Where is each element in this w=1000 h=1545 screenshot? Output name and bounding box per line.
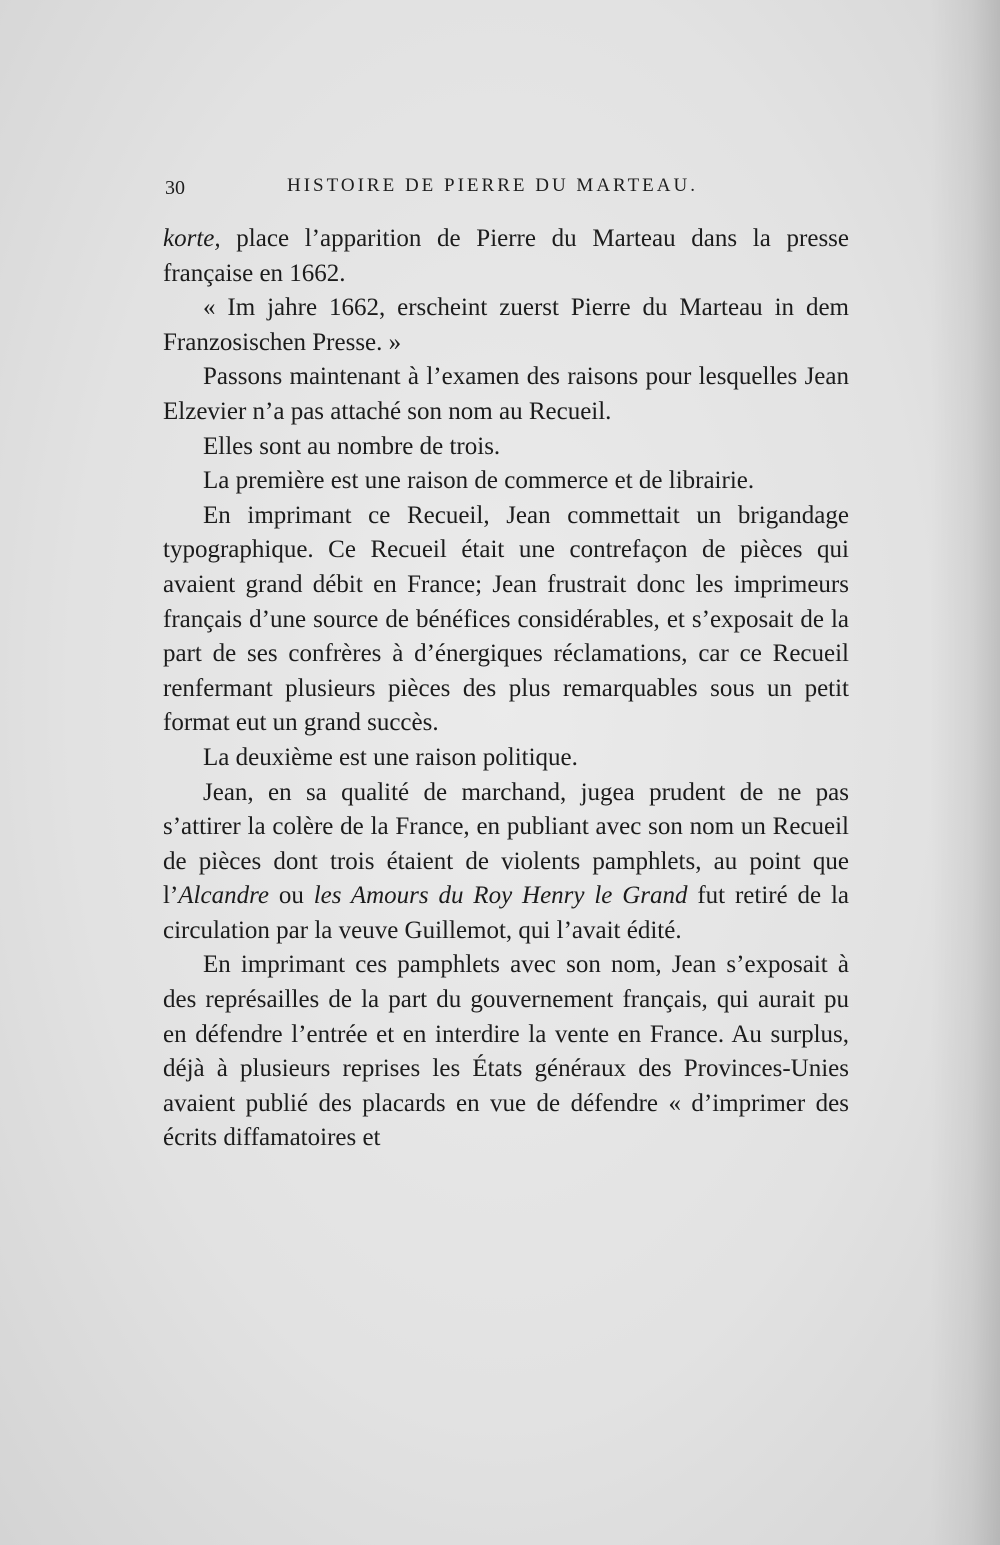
page-number: 30 [165,177,185,199]
paragraph-5: La première est une raison de commerce et de librairie. [203,467,755,495]
italic-term: korte, [163,225,221,252]
paragraph-4: Elles sont au nombre de trois. [203,432,501,460]
paragraph-2: « Im jahre 1662, erscheint zuerst Pierre du Marteau in dem Franzosischen Presse. » [163,294,849,356]
page-header [165,175,850,205]
page-gutter-shadow [930,0,1000,1545]
italic-title: les Amours du Roy Henry le Grand [313,882,688,910]
paragraph-1: korte, place l’apparition de Pierre du Marteau dans la presse française en 1662. [163,225,849,287]
paragraph-7: La deuxième est une raison politique. [203,743,578,771]
paragraph-6: En imprimant ce Recueil, Jean commettait un brigandage typographique. Ce Recueil était une contrefaçon de pièces qui avaient grand débit en France; Jean frustrait donc les imprimeurs français d’une source de bénéfices considérables, et s’exposait de la part de ses confrères à d’énergiques réclamations, car ce Recueil renfermant plusieurs pièces des plus remarquables sous un petit format eut un grand succès. [163,501,849,737]
running-title: HISTOIRE DE PIERRE DU MARTEAU. [287,175,698,196]
paragraph-9: En imprimant ces pamphlets avec son nom, Jean s’exposait à des représailles de la part du gouvernement français, qui aurait pu en défendre l’entrée et en interdire la vente en France. Au surplus, déjà à plusieurs reprises les États généraux des Provinces-Unies avaient publié des placards en vue de défendre « d’imprimer des écrits diffamatoires et [163,951,849,1152]
italic-title: Alcandre [178,882,269,910]
paragraph-8: Jean, en sa qualité de marchand, jugea prudent de ne pas s’attirer la colère de la France, en publiant avec son nom un Recueil de pièces dont trois étaient de violents pamphlets, au point que l’Alcandre ou les Amours du Roy Henry le Grand fut retiré de la circulation par la veuve Guillemot, qui l’avait édité. [163,778,849,944]
paragraph-3: Passons maintenant à l’examen des raisons pour lesquelles Jean Elzevier n’a pas attaché son nom au Recueil. [163,363,849,425]
body-text [163,222,849,1156]
